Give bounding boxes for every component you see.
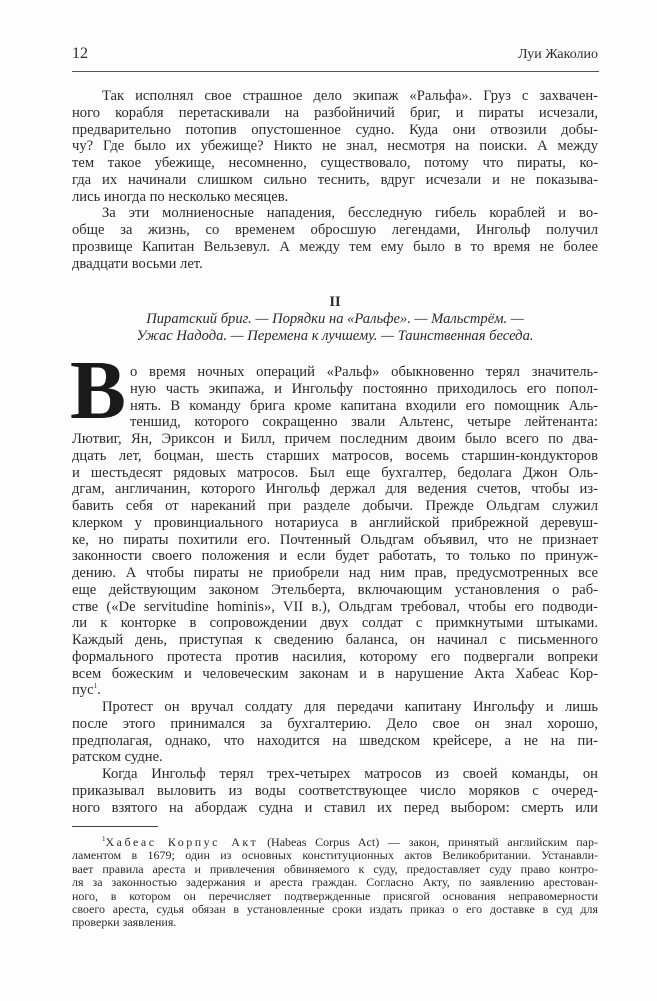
section-1-text <box>72 88 598 272</box>
text-line: дгам, англичанин, которого Ингольф держал для ведения счетов, чтобы из- <box>72 481 598 498</box>
text-line: законности своего положения и если будет работать, то только по принуж- <box>72 548 598 565</box>
text-line: гда их начинали слишком сильно теснить, вдруг исчезали и не показыва- <box>72 171 598 188</box>
text-line: Лютвиг, Ян, Эриксон и Билл, причем последним двоим было всего по два- <box>72 431 598 447</box>
text-line: и шестьдесят рядовых матросов. Был еще бухгалтер, бедолага Джон Оль- <box>72 464 598 481</box>
text-line: теншид, которого сокращенно звали Альтенс, четыре лейтенанта: <box>130 414 598 431</box>
text-line: дцать лет, боцман, шесть старших матросов, восемь старшин-кондукторов <box>72 447 598 464</box>
chapter-number: II <box>329 294 341 310</box>
text-line: ного корабля перетаскивали на разбойничий бриг, и пираты исчезали, <box>72 104 598 121</box>
text-line: ля за законностью задержания и ареста граждан. Согласно Акту, по заявлению арестован- <box>72 875 598 890</box>
text-line: вает правила ареста и привлечения обвиняемого к суду, предоставляет суду право контро- <box>72 861 598 876</box>
text-line: ли к конторке в сопровождении двух солдат с примкнутыми штыками. <box>72 615 598 632</box>
chapter-subtitle-line: Ужас Надода. — Перемена к лучшему. — Таинственная беседа. <box>136 328 534 344</box>
text-line: ную часть экипажа, и Ингольфу постоянно приходилось его попол- <box>130 380 598 397</box>
text-line: За эти молниеносные нападения, бесследную гибель кораблей и во- <box>102 205 598 222</box>
text: . <box>97 682 101 699</box>
text-line: лись иногда по несколько месяцев. <box>72 188 289 205</box>
footnote-line <box>72 836 598 849</box>
text: пус <box>72 682 94 699</box>
text-line: дению. А чтобы пираты не приобрели над ним прав, предусмотренных все <box>72 565 598 581</box>
text-line: клерком у провинциального нотариуса в английской прибрежной деревуш- <box>72 514 598 531</box>
text-line: Каждый день, приступая к сведению баланса, он начинал с письменного <box>72 632 598 648</box>
text-line: проверки заявления. <box>72 915 177 930</box>
text-line: после этого принимался за бухгалтерию. Дело свое он знал хорошо, <box>72 715 598 732</box>
chapter-heading <box>72 294 598 345</box>
text-line: предварительно потопив опустошенное судно. Куда они отвозили добы- <box>72 121 598 138</box>
text-line: Когда Ингольф терял трех-четырех матросов из своей команды, он <box>102 766 598 782</box>
running-header-author: Луи Жаколио <box>518 47 598 62</box>
text-line: еще действующим законом Этельберта, включающим установления о раб- <box>72 581 598 598</box>
text-line: формального протеста против насилия, которому его подвергали вопреки <box>72 648 598 665</box>
text-line: ке, но пираты похитили его. Почтенный Ольдгам объявил, что не признает <box>72 531 598 548</box>
footnote-rule <box>72 826 158 827</box>
text-line: тем такое убежище, несомненно, существовало, потому что пираты, ко- <box>72 155 598 171</box>
text-line: чу? Где было их убежище? Никто не знал, несмотря на поиски. А между <box>72 138 598 155</box>
text-line: стве («De servitudine hominis», VII в.), Ольдгам требовал, чтобы его подводи- <box>72 598 598 615</box>
text-line: ного, в котором он перечисляет подтвержденные присягой основания неправомерности <box>72 888 598 903</box>
footnote-term: Хабеас Корпус Акт <box>105 835 259 849</box>
chapter-subtitle-line: Пиратский бриг. — Порядки на «Ральфе». — Мальстрём. — <box>146 311 524 327</box>
text-line: Протест он вручал солдату для передачи капитану Ингольфу и лишь <box>102 699 598 715</box>
text-line: бавить себя от нареканий при разделе добычи. Прежде Ольдгам служил <box>72 498 598 514</box>
footnote <box>72 836 598 930</box>
text-line: всем божеским и человеческим законам и в нарушение Акта Хабеас Кор- <box>72 665 598 682</box>
text-line: ламентом в 1679; один из основных конституционных актов Великобритании. Устанавли- <box>72 848 598 863</box>
text-line: двадцати восьми лет. <box>72 255 203 272</box>
footnote-reference[interactable]: 1 <box>93 682 98 691</box>
text-line <box>72 682 598 699</box>
text-line: обще за жизнь, со временем обросшую легендами, Ингольф получил <box>72 222 598 238</box>
text-line: Так исполнял свое страшное дело экипаж «Ральфа». Груз с захвачен- <box>102 88 598 104</box>
footnote-text: (Habeas Corpus Act) — закон, принятый английским пар- <box>258 835 598 849</box>
footnote-mark: 1 <box>102 835 106 843</box>
page-number: 12 <box>72 45 88 62</box>
section-2-text <box>72 364 598 816</box>
header-rule <box>72 71 599 72</box>
text-line: своего ареста, судья обязан в установленные сроки издать приказ о его доставке в суд для <box>72 901 598 916</box>
text-line: прозвище Капитан Вельзевул. А между тем ему было в то время не более <box>72 238 598 255</box>
text-line: нять. В команду брига кроме капитана входили его помощник Аль- <box>130 397 598 414</box>
text-line: о время ночных операций «Ральф» обыкновенно терял значитель- <box>130 364 598 380</box>
drop-cap: В <box>70 344 127 437</box>
text-line: ратском судне. <box>72 749 163 766</box>
text-line: ного взятого на абордаж судна и ставил их перед выбором: смерть или <box>72 799 598 816</box>
text-line: приказывал выловить из воды соответствующее число моряков с очеред- <box>72 782 598 799</box>
text-line: предполагая, однако, что находится на шведском крейсере, а не на пи- <box>72 732 598 749</box>
